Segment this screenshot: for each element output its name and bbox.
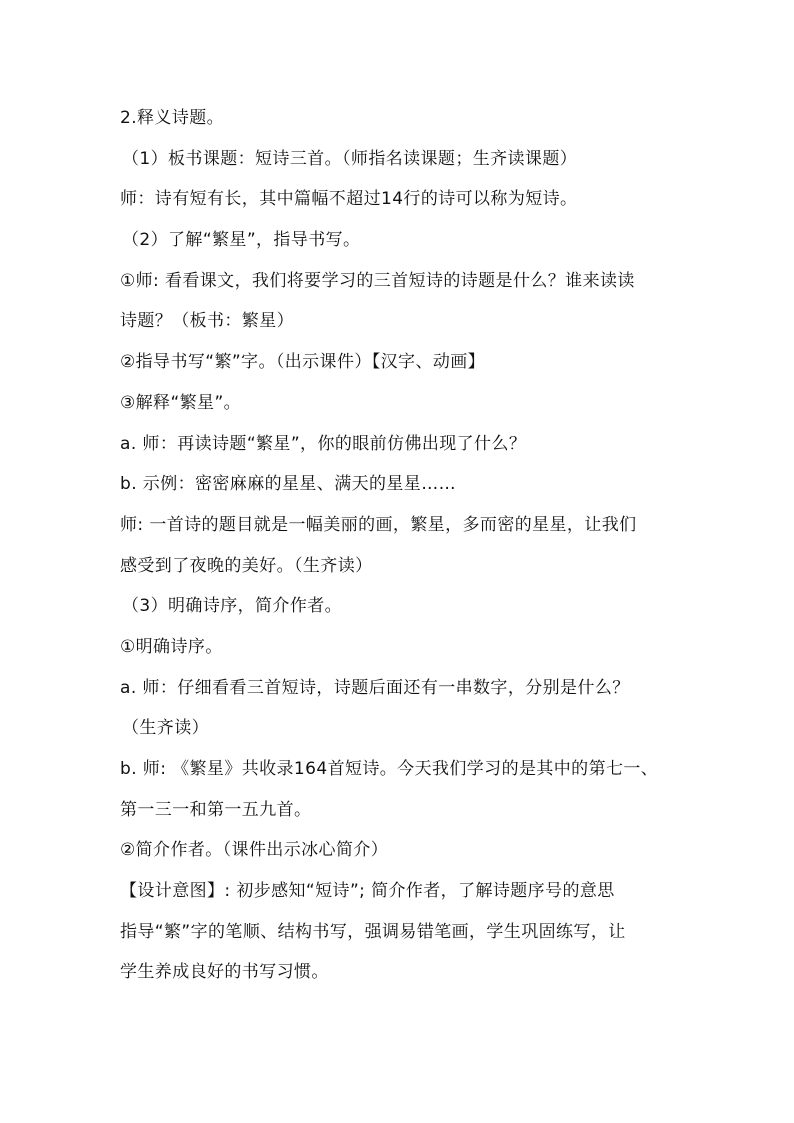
paragraph-line: 第一三一和第一五九首。 xyxy=(120,799,312,820)
paragraph-line: （生齐读） xyxy=(122,718,209,739)
paragraph-line: a. 师：再读诗题“繁星”，你的眼前仿佛出现了什么？ xyxy=(120,433,527,454)
paragraph-line: 指导“繁”字的笔顺、结构书写，强调易错笔画，学生巩固练写，让 xyxy=(120,921,626,942)
paragraph-line: b. 示例：密密麻麻的星星、满天的星星…… xyxy=(120,474,456,495)
paragraph-line: ②简介作者。（课件出示冰心简介） xyxy=(120,840,389,861)
paragraph-line: 感受到了夜晚的美好。（生齐读） xyxy=(120,555,373,576)
paragraph-line: 师: 一首诗的题目就是一幅美丽的画，繁星，多而密的星星，让我们 xyxy=(120,514,637,535)
paragraph-line: b. 师: 《繁星》共收录164首短诗。今天我们学习的是其中的第七一、 xyxy=(120,759,659,779)
paragraph-line: ①明确诗序。 xyxy=(120,636,223,657)
paragraph-line: 师：诗有短有长，其中篇幅不超过14行的诗可以称为短诗。 xyxy=(120,189,578,210)
paragraph-line: ②指导书写“繁”字。（出示课件）【汉字、动画】 xyxy=(120,352,486,373)
paragraph-line: （2）了解“繁星”，指导书写。 xyxy=(122,230,361,251)
section-heading: 2.释义诗题。 xyxy=(120,108,225,128)
paragraph-line: a. 师：仔细看看三首短诗，诗题后面还有一串数字，分别是什么？ xyxy=(120,677,630,698)
paragraph-line: 诗题？（板书：繁星） xyxy=(120,311,294,332)
paragraph-line: 学生养成良好的书写习惯。 xyxy=(120,962,329,983)
paragraph-line: （1）板书课题：短诗三首。（师指名读课题；生齐读课题） xyxy=(122,148,578,169)
paragraph-line: ①师: 看看课文，我们将要学习的三首短诗的诗题是什么？谁来读读 xyxy=(120,270,635,291)
paragraph-line: （3）明确诗序，简介作者。 xyxy=(122,596,343,617)
document-body xyxy=(120,98,680,993)
design-intent-line: 【设计意图】: 初步感知“短诗”; 简介作者，了解诗题序号的意思 xyxy=(120,881,615,902)
paragraph-line: ③解释“繁星”。 xyxy=(120,392,242,413)
